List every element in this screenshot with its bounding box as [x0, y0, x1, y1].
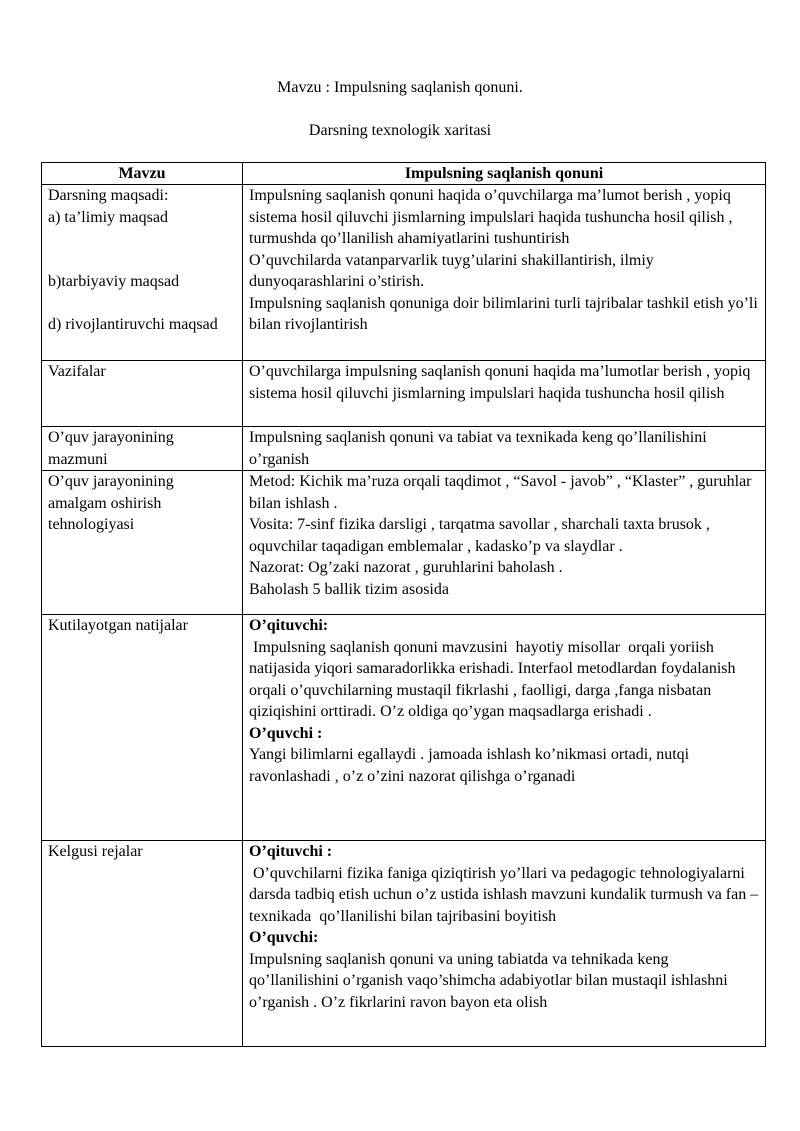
results-teacher-text: Impulsning saqlanish qonuni mavzusini hayotiy misollar orqali yoriish natijasida yiqori samaradorlikka erishadi. Interfaol metodlardan foydalanish orqali o’quvchilarning mustaqil fikrlashi , faolligi, darga ,fanga nisbatan qiziqishini orttiradi. O’z oldiga qo’ygan maqsadlarga erishadi .: [249, 638, 740, 720]
technology-tools: Vosita: 7-sinf fizika darsligi , tarqatma savollar , sharchali taxta brusok , oquvchilar taqadigan emblemalar , kadasko’p va slaydlar .: [249, 516, 710, 555]
goals-text-cell: [243, 185, 766, 361]
table-row-plans: [42, 841, 766, 1047]
table-row-goals: [42, 185, 766, 361]
plans-student-text: Impulsning saqlanish qonuni va uning tabiatda va tehnikada keng qo’llanilishini o’rganish vaqo’shimcha adabiyotlar bilan mustaqil ishlashni o’rganish . O’z fikrlarini ravon bayon eta olish: [249, 950, 728, 1011]
goals-label-cell: [42, 185, 243, 361]
plans-teacher-text: O’quvchilarni fizika faniga qiziqtirish yo’llari va pedagogic tehnologiyalarni darsda tadbiq etish uchun o’z ustida ishlash mavzuni kundalik turmush va fan – texnikada qo’llanilishi bilan tajribasini boyitish: [249, 864, 763, 925]
tasks-text: O’quvchilarga impulsning saqlanish qonuni haqida ma’lumotlar berish , yopiq sistema hosil qiluvchi jismlarning impulslari haqida tushuncha hosil qilish: [243, 361, 766, 427]
results-teacher-heading: O’qituvchi:: [249, 617, 329, 634]
content-text: Impulsning saqlanish qonuni va tabiat va texnikada keng qo’llanilishini o’rganish: [243, 427, 766, 471]
technology-method: Metod: Kichik ma’ruza orqali taqdimot , “Savol - javob” , “Klaster” , guruhlar bilan ishlash .: [249, 473, 752, 512]
plans-student-heading: O’quvchi:: [249, 929, 319, 946]
table-row-tasks: [42, 361, 766, 427]
goal-b-label: b)tarbiyaviy maqsad: [48, 273, 180, 290]
goal-a-label: a) ta’limiy maqsad: [48, 208, 168, 226]
results-label: Kutilayotgan natijalar: [42, 615, 243, 841]
results-student-text: Yangi bilimlarni egallaydi . jamoada ishlash ko’nikmasi ortadi, nutqi ravonlashadi , o’z o’zini nazorat qilishga o’rganadi: [249, 746, 690, 785]
technology-control: Nazorat: Og’zaki nazorat , guruhlarini baholash .: [249, 559, 563, 576]
plans-teacher-heading: O’qituvchi :: [249, 843, 333, 860]
tasks-label: Vazifalar: [42, 361, 243, 427]
goal-a-text: Impulsning saqlanish qonuni haqida o’quvchilarga ma’lumot berish , yopiq sistema hosil qiluvchi jismlarning impulslari haqida tushuncha hosil qilish , turmushda qo’llanilish ahamiyatlarini tushuntirish: [249, 187, 733, 247]
goal-b-text: O’quvchilarda vatanparvarlik tuyg’ularini shakillantirish, ilmiy dunyoqarashlarini o’stirish.: [249, 251, 654, 290]
table-row-technology: [42, 471, 766, 615]
table-row-content: [42, 427, 766, 471]
plans-text-cell: [243, 841, 766, 1047]
plans-label: Kelgusi rejalar: [42, 841, 243, 1047]
goal-d-label: d) rivojlantiruvchi maqsad: [48, 316, 218, 333]
goal-d-text: Impulsning saqlanish qonuniga doir bilimlarini turli tajribalar tashkil etish yo’li bilan rivojlantirish: [249, 294, 758, 333]
goals-label: Darsning maqsadi:: [48, 187, 169, 204]
content-label: O’quv jarayonining mazmuni: [42, 427, 243, 471]
technology-grading: Baholash 5 ballik tizim asosida: [249, 580, 449, 598]
technology-label: O’quv jarayonining amalgam oshirish tehnologiyasi: [42, 471, 243, 615]
header-cell-topic-label: Mavzu: [42, 163, 243, 185]
header-cell-topic-value: Impulsning saqlanish qonuni: [243, 163, 766, 185]
results-student-heading: O’quvchi :: [249, 724, 323, 742]
table-row-results: [42, 615, 766, 841]
technology-map-table: [41, 162, 766, 1047]
results-text-cell: [243, 615, 766, 841]
table-header-row: [42, 163, 766, 185]
technology-text-cell: [243, 471, 766, 615]
page-title: Mavzu : Impulsning saqlanish qonuni.: [277, 79, 523, 96]
page-subtitle: Darsning texnologik xaritasi: [308, 122, 492, 139]
